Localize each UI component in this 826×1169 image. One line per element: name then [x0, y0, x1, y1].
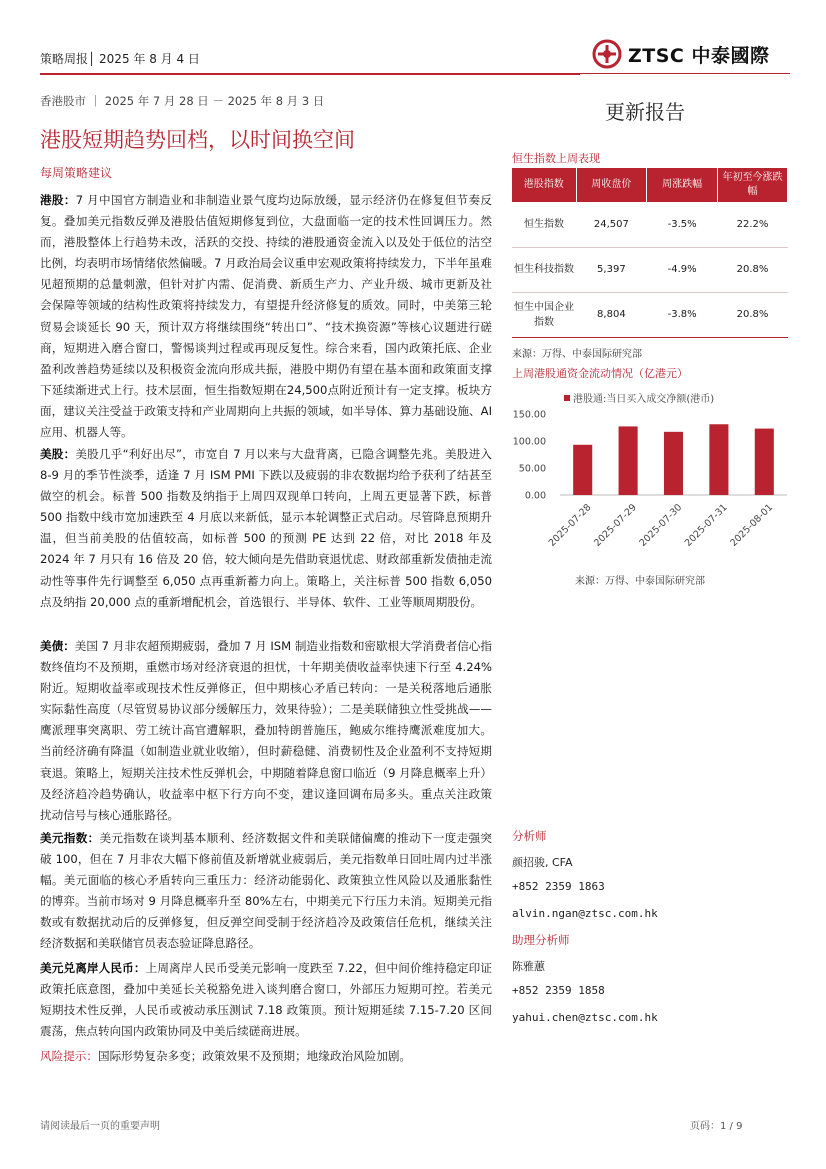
us-bond-paragraph: [40, 636, 492, 826]
legend-label: 港股通:当日买入成交净额(港币): [573, 394, 715, 405]
table-cell: 恒生指数: [512, 202, 576, 247]
table-cell: 恒生中国企业指数: [512, 292, 576, 337]
table-title: 恒生指数上周表现: [512, 152, 600, 165]
usd-cnh-paragraph: [40, 958, 492, 1042]
logo-icon: [592, 39, 622, 69]
chart-title: 上周港股通资金流动情况（亿港元）: [512, 367, 688, 380]
paragraph-text: 美元指数在谈判基本顺利、经济数据文件和美联储偏鹰的推动下一度走强突破 100，但在 7 月非农大幅下修前值及新增就业疲弱后，美元指数单日回吐周内过半涨幅。美元面临的核心矛盾转向三重压力：经济动能弱化、政策独立性风险以及通胀黏性的博弈。当前市场对 9 月降息概率升至 80%左右，中期美元下行压力未消。短期美元指数或有数据扰动后的反弹修复，但反弹空间受制于经济趋冷及政策信任危机，继续关注经济数据和美联储官员表态验证降息路径。: [40, 831, 492, 951]
chart-bar: [573, 445, 592, 495]
analyst-phone: +852 2359 1863: [512, 880, 605, 893]
analyst-heading: 分析师: [512, 829, 547, 843]
logo-text: ZTSC 中泰國際: [628, 44, 770, 67]
x-tick-label: 2025-07-28: [546, 502, 594, 549]
risk-label: 风险提示：: [40, 1049, 98, 1063]
report-date-header: 策略周报│ 2025 年 8 月 4 日: [40, 52, 200, 66]
hk-stock-paragraph: [40, 190, 492, 443]
report-type: 更新报告: [605, 100, 685, 124]
southbound-flow-chart: [512, 384, 792, 564]
table-row: [512, 292, 788, 337]
paragraph-text: 美股几乎“利好出尽”，市宽自 7 月以来与大盘背离，已隐含调整先兆。美股进入 8-9 月的季节性淡季，适逢 7 月 ISM PMI 下跌以及疲弱的非农数据均给予获利了结甚至做空的机会。标普 500 指数及纳指于上周四双现单口转向，上周五更显著下跌，标普 500 指数中线市宽加速跌至 4 月底以来新低，显示本轮调整正式启动。尽管降息预期升温，但当前美股的估值较高，如标普 500 的预测 PE 达到 22 倍，对比 2018 年及 2024 年 7 月只有 16 倍及 20 倍，较大倾向是先借助衰退忧虑、财政部重新发债抽走流动性等事件先行调整至 6,050 点再重新蓄力向上。策略上，关注标普 500 指数 6,050 点及纳指 20,000 点的重新增配机会，首选银行、半导体、软件、工业等顺周期股份。: [40, 447, 492, 609]
paragraph-label: 美元指数：: [40, 831, 100, 845]
analyst-name: 颜招骏, CFA: [512, 856, 573, 869]
chart-bar: [619, 426, 638, 495]
risk-text: 国际形势复杂多变；政策效果不及预期；地缘政治风险加剧。: [97, 1049, 412, 1063]
table-cell: 20.8%: [718, 292, 788, 337]
table-header: 年初至今涨跌幅: [718, 168, 788, 202]
table-cell: 5,397: [576, 247, 647, 292]
assistant-analyst-heading: 助理分析师: [512, 933, 570, 947]
paragraph-label: 美元兑离岸人民币：: [40, 961, 146, 975]
x-tick-label: 2025-08-01: [728, 502, 776, 549]
assistant-analyst-email[interactable]: yahui.chen@ztsc.com.hk: [512, 1011, 658, 1024]
y-tick-label: 50.00: [518, 463, 546, 475]
table-cell: 22.2%: [718, 202, 788, 247]
risk-paragraph: [40, 1046, 492, 1067]
company-logo: [592, 38, 792, 70]
section-subtitle: 每周策略建议: [40, 166, 113, 180]
page-title: 港股短期趋势回档，以时间换空间: [40, 128, 355, 152]
paragraph-text: 美国 7 月非农超预期疲弱，叠加 7 月 ISM 制造业指数和密歇根大学消费者信心指数终值均不及预期，重燃市场对经济衰退的担忧，十年期美债收益率快速下行至 4.24%附近。短期收益率或现技术性反弹修正，但中期核心矛盾已转向：一是关税落地后通胀实际黏性高度（尽管贸易协议部分缓解压力，效果待验）；二是美联储独立性受挑战——鹰派理事突离职、劳工统计高官遭解职，叠加特朗普施压，鲍威尔维持鹰派难度加大。当前经济确有降温（如制造业就业收缩），但时薪稳健、消费韧性及企业盈利不支持短期衰退。策略上，短期关注技术性反弹机会，中期随着降息窗口临近（9 月降息概率上升）及经济趋冷趋势确认，收益率中枢下行方向不变，建议逢回调布局多头。重点关注政策扰动信号与核心通胀路径。: [40, 639, 492, 822]
x-tick-label: 2025-07-31: [682, 502, 730, 549]
chart-source: 来源：万得、中泰国际研究部: [575, 576, 705, 587]
chart-bar: [709, 424, 728, 495]
chart-bar: [755, 429, 774, 495]
paragraph-label: 美债：: [40, 639, 75, 653]
header-divider: [40, 73, 580, 75]
market-date-range: 香港股市 ｜ 2025 年 7 月 28 日 － 2025 年 8 月 3 日: [40, 94, 325, 108]
index-performance-table: [512, 168, 788, 338]
page-number: 页码：1 / 9: [690, 1121, 743, 1132]
table-header: 港股指数: [512, 168, 576, 202]
y-tick-label: 100.00: [512, 436, 546, 448]
table-cell: -3.8%: [647, 292, 718, 337]
y-tick-label: 0.00: [524, 490, 546, 502]
table-source: 来源：万得、中泰国际研究部: [512, 349, 642, 360]
x-tick-label: 2025-07-30: [637, 502, 685, 549]
x-tick-label: 2025-07-29: [592, 502, 639, 549]
disclaimer-note: 请阅读最后一页的重要声明: [40, 1121, 160, 1132]
table-header: 周涨跌幅: [647, 168, 718, 202]
table-cell: 恒生科技指数: [512, 247, 576, 292]
table-cell: -4.9%: [647, 247, 718, 292]
table-row: [512, 247, 788, 292]
paragraph-label: 港股：: [40, 193, 76, 207]
table-cell: -3.5%: [647, 202, 718, 247]
legend-swatch: [564, 395, 570, 401]
usd-index-paragraph: [40, 828, 492, 955]
table-row: [512, 202, 788, 247]
us-stock-paragraph: [40, 444, 492, 613]
assistant-analyst-name: 陈雅蕙: [512, 960, 545, 973]
paragraph-text: 7 月中国官方制造业和非制造业景气度均边际放缓，显示经济仍在修复但节奏反复。叠加美元指数反弹及港股估值短期修复到位，大盘面临一定的技术性回调压力。然而，港股整体上行趋势未改，活跃的交投、持续的港股通资金流入以及处于低位的沽空比例，均表明市场情绪依然偏暖。7 月政治局会议重申宏观政策将持续发力，下半年虽难见超预期的总量刺激，但针对扩内需、促消费、新质生产力、产业升级、城市更新及社会保障等领域的结构性政策将持续发力，有望提升经济修复的质效。同时，中美第三轮贸易会谈延长 90 天，预计双方将继续围绕“转出口”、“技术换资源”等核心议题进行磋商，短期进入磨合窗口，警惕谈判过程或再现反复性。综合来看，国内政策托底、企业盈利改善趋势延续以及积极资金流向形成共振，港股中期仍有望在基本面和政策面支撑下延续渐进式上行。技术层面，恒生指数短期在24,500点附近预计有一定支撑。板块方面，建议关注受益于政策支持和产业周期向上共振的领域，如半导体、算力基础设施、AI 应用、机器人等。: [40, 193, 492, 440]
paragraph-text: 上周离岸人民币受美元影响一度跌至 7.22，但中间价维持稳定印证政策托底意图，叠加中美延长关税豁免进入谈判磨合窗口，外部压力短期可控。若美元短期技术性反弹，人民币或被动承压测试 7.18 政策顶。预计短期延续 7.15-7.20 区间震荡，焦点转向国内政策协同及中美后续磋商进展。: [40, 961, 492, 1039]
assistant-analyst-phone: +852 2359 1858: [512, 984, 605, 997]
y-tick-label: 150.00: [512, 409, 546, 421]
table-cell: 20.8%: [718, 247, 788, 292]
table-cell: 24,507: [576, 202, 647, 247]
paragraph-label: 美股：: [40, 447, 76, 461]
table-header: 周收盘价: [576, 168, 647, 202]
table-cell: 8,804: [576, 292, 647, 337]
chart-bar: [664, 432, 683, 495]
header-divider-thin: [580, 73, 790, 74]
analyst-email[interactable]: alvin.ngan@ztsc.com.hk: [512, 907, 658, 920]
